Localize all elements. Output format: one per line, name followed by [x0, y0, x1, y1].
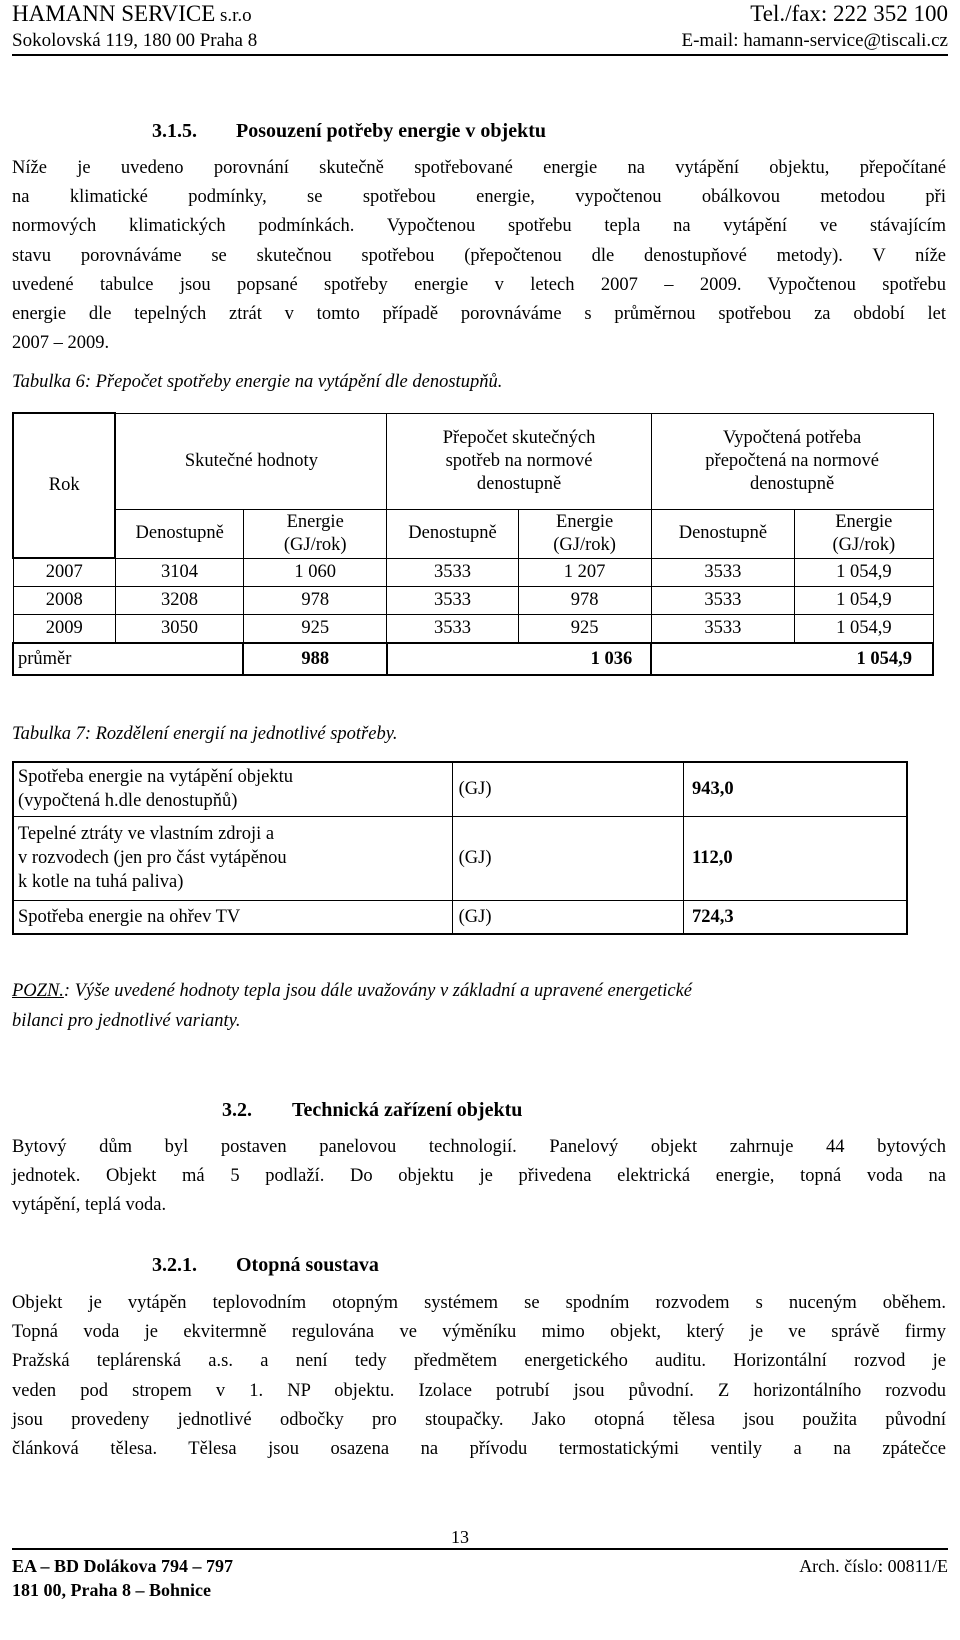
section-32-text: Bytový dům byl postaven panelovou technologií. Panelový objekt zahrnuje 44 bytových jednotek. Objekt má 5 podlaží. Do objektu je přivedena elektrická energie, topná voda na vytápění, teplá voda. [12, 1137, 946, 1216]
table6-sub-denostupne: Denostupně [651, 509, 794, 558]
table6 [12, 412, 934, 676]
section-321-text: Objekt je vytápěn teplovodním otopným systémem se spodním rozvodem s nuceným oběhem. Topná voda je ekvitermně regulována ve výměníku mimo objekt, který je ve správě firmy Pražská teplárenská a.s. a není tedy předmětem energetického auditu. Horizontální rozvod je veden pod stropem v 1. NP objektu. Izolace potrubí jsou původní. Z horizontálního rozvodu jsou provedeny jednotlivé odbočky pro stoupačky. Jako otopná tělesa jsou použita původní článková tělesa. Tělesa jsou osazena na přívodu termostatickými ventily a na zpátečce [12, 1293, 946, 1460]
table6-caption: Tabulka 6: Přepočet spotřeby energie na vytápění dle denostupňů. [12, 372, 503, 392]
header-address: Sokolovská 119, 180 00 Praha 8 [12, 30, 258, 51]
table-row: Spotřeba energie na ohřev TV (GJ) 724,3 [13, 900, 907, 934]
section-315-heading: 3.1.5. Posouzení potřeby energie v objektu [152, 120, 546, 142]
table-row: 2009 3050 925 3533 925 3533 1 054,9 [13, 615, 933, 644]
table-row: Spotřeba energie na vytápění objektu (vypočtená h.dle denostupňů) (GJ) 943,0 [13, 762, 907, 816]
header-phone: Tel./fax: 222 352 100 [750, 1, 948, 26]
page-header [12, 0, 948, 56]
page-footer [12, 1548, 948, 1602]
table6-header-vypoctena: Vypočtená potřeba přepočtená na normové denostupně [651, 413, 933, 509]
footer-archive-number: Arch. číslo: 00811/E [799, 1556, 948, 1576]
header-email: E-mail: hamann-service@tiscali.cz [681, 30, 948, 51]
table7-caption: Tabulka 7: Rozdělení energií na jednotlivé spotřeby. [12, 724, 398, 744]
footer-project: EA – BD Dolákova 794 – 797 [12, 1556, 234, 1576]
table6-header-skutecne: Skutečné hodnoty [115, 413, 386, 509]
table-row: 2007 3104 1 060 3533 1 207 3533 1 054,9 [13, 558, 933, 587]
section-32-heading: 3.2. Technická zařízení objektu [222, 1099, 523, 1121]
table6-sub-denostupne: Denostupně [387, 509, 518, 558]
section-321-heading: 3.2.1. Otopná soustava [152, 1254, 379, 1276]
table7 [12, 761, 908, 935]
table6-sub-energie: Energie (GJ/rok) [243, 509, 386, 558]
note-paragraph: POZN.: Výše uvedené hodnoty tepla jsou dále uvažovány v základní a upravené energetické bilanci pro jednotlivé varianty. [12, 981, 693, 1031]
table6-average-row: průměr 988 1 036 1 054,9 [13, 643, 933, 675]
table6-sub-denostupne: Denostupně [115, 509, 243, 558]
table-row: Tepelné ztráty ve vlastním zdroji a v rozvodech (jen pro část vytápěnou k kotle na tuhá paliva) (GJ) 112,0 [13, 816, 907, 900]
table6-header-prepocet: Přepočet skutečných spotřeb na normové denostupně [387, 413, 651, 509]
table6-header-rok: Rok [13, 413, 115, 558]
section-315-text: Níže je uvedeno porovnání skutečně spotřebované energie na vytápění objektu, přepočítané na klimatické podmínky, se spotřebou energie, vypočtenou obálkovou metodou při normových klimatických podmínkách. Vypočtenou spotřebu tepla na vytápění ve stávajícím stavu porovnáváme se skutečnou spotřebou (přepočtenou dle denostupňové metody). V níže uvedené tabulce jsou popsané spotřeby energie v letech 2007 – 2009. Vypočtenou spotřebu energie dle tepelných ztrát v tomto případě porovnáváme s průměrnou spotřebou za období let 2007 – 2009. [12, 158, 946, 354]
company-name: HAMANN SERVICE s.r.o [12, 1, 252, 26]
table6-sub-energie: Energie (GJ/rok) [518, 509, 651, 558]
footer-address: 181 00, Praha 8 – Bohnice [12, 1580, 212, 1600]
table-row: 2008 3208 978 3533 978 3533 1 054,9 [13, 587, 933, 615]
table6-sub-energie: Energie (GJ/rok) [795, 509, 933, 558]
page-number: 13 [451, 1527, 469, 1547]
